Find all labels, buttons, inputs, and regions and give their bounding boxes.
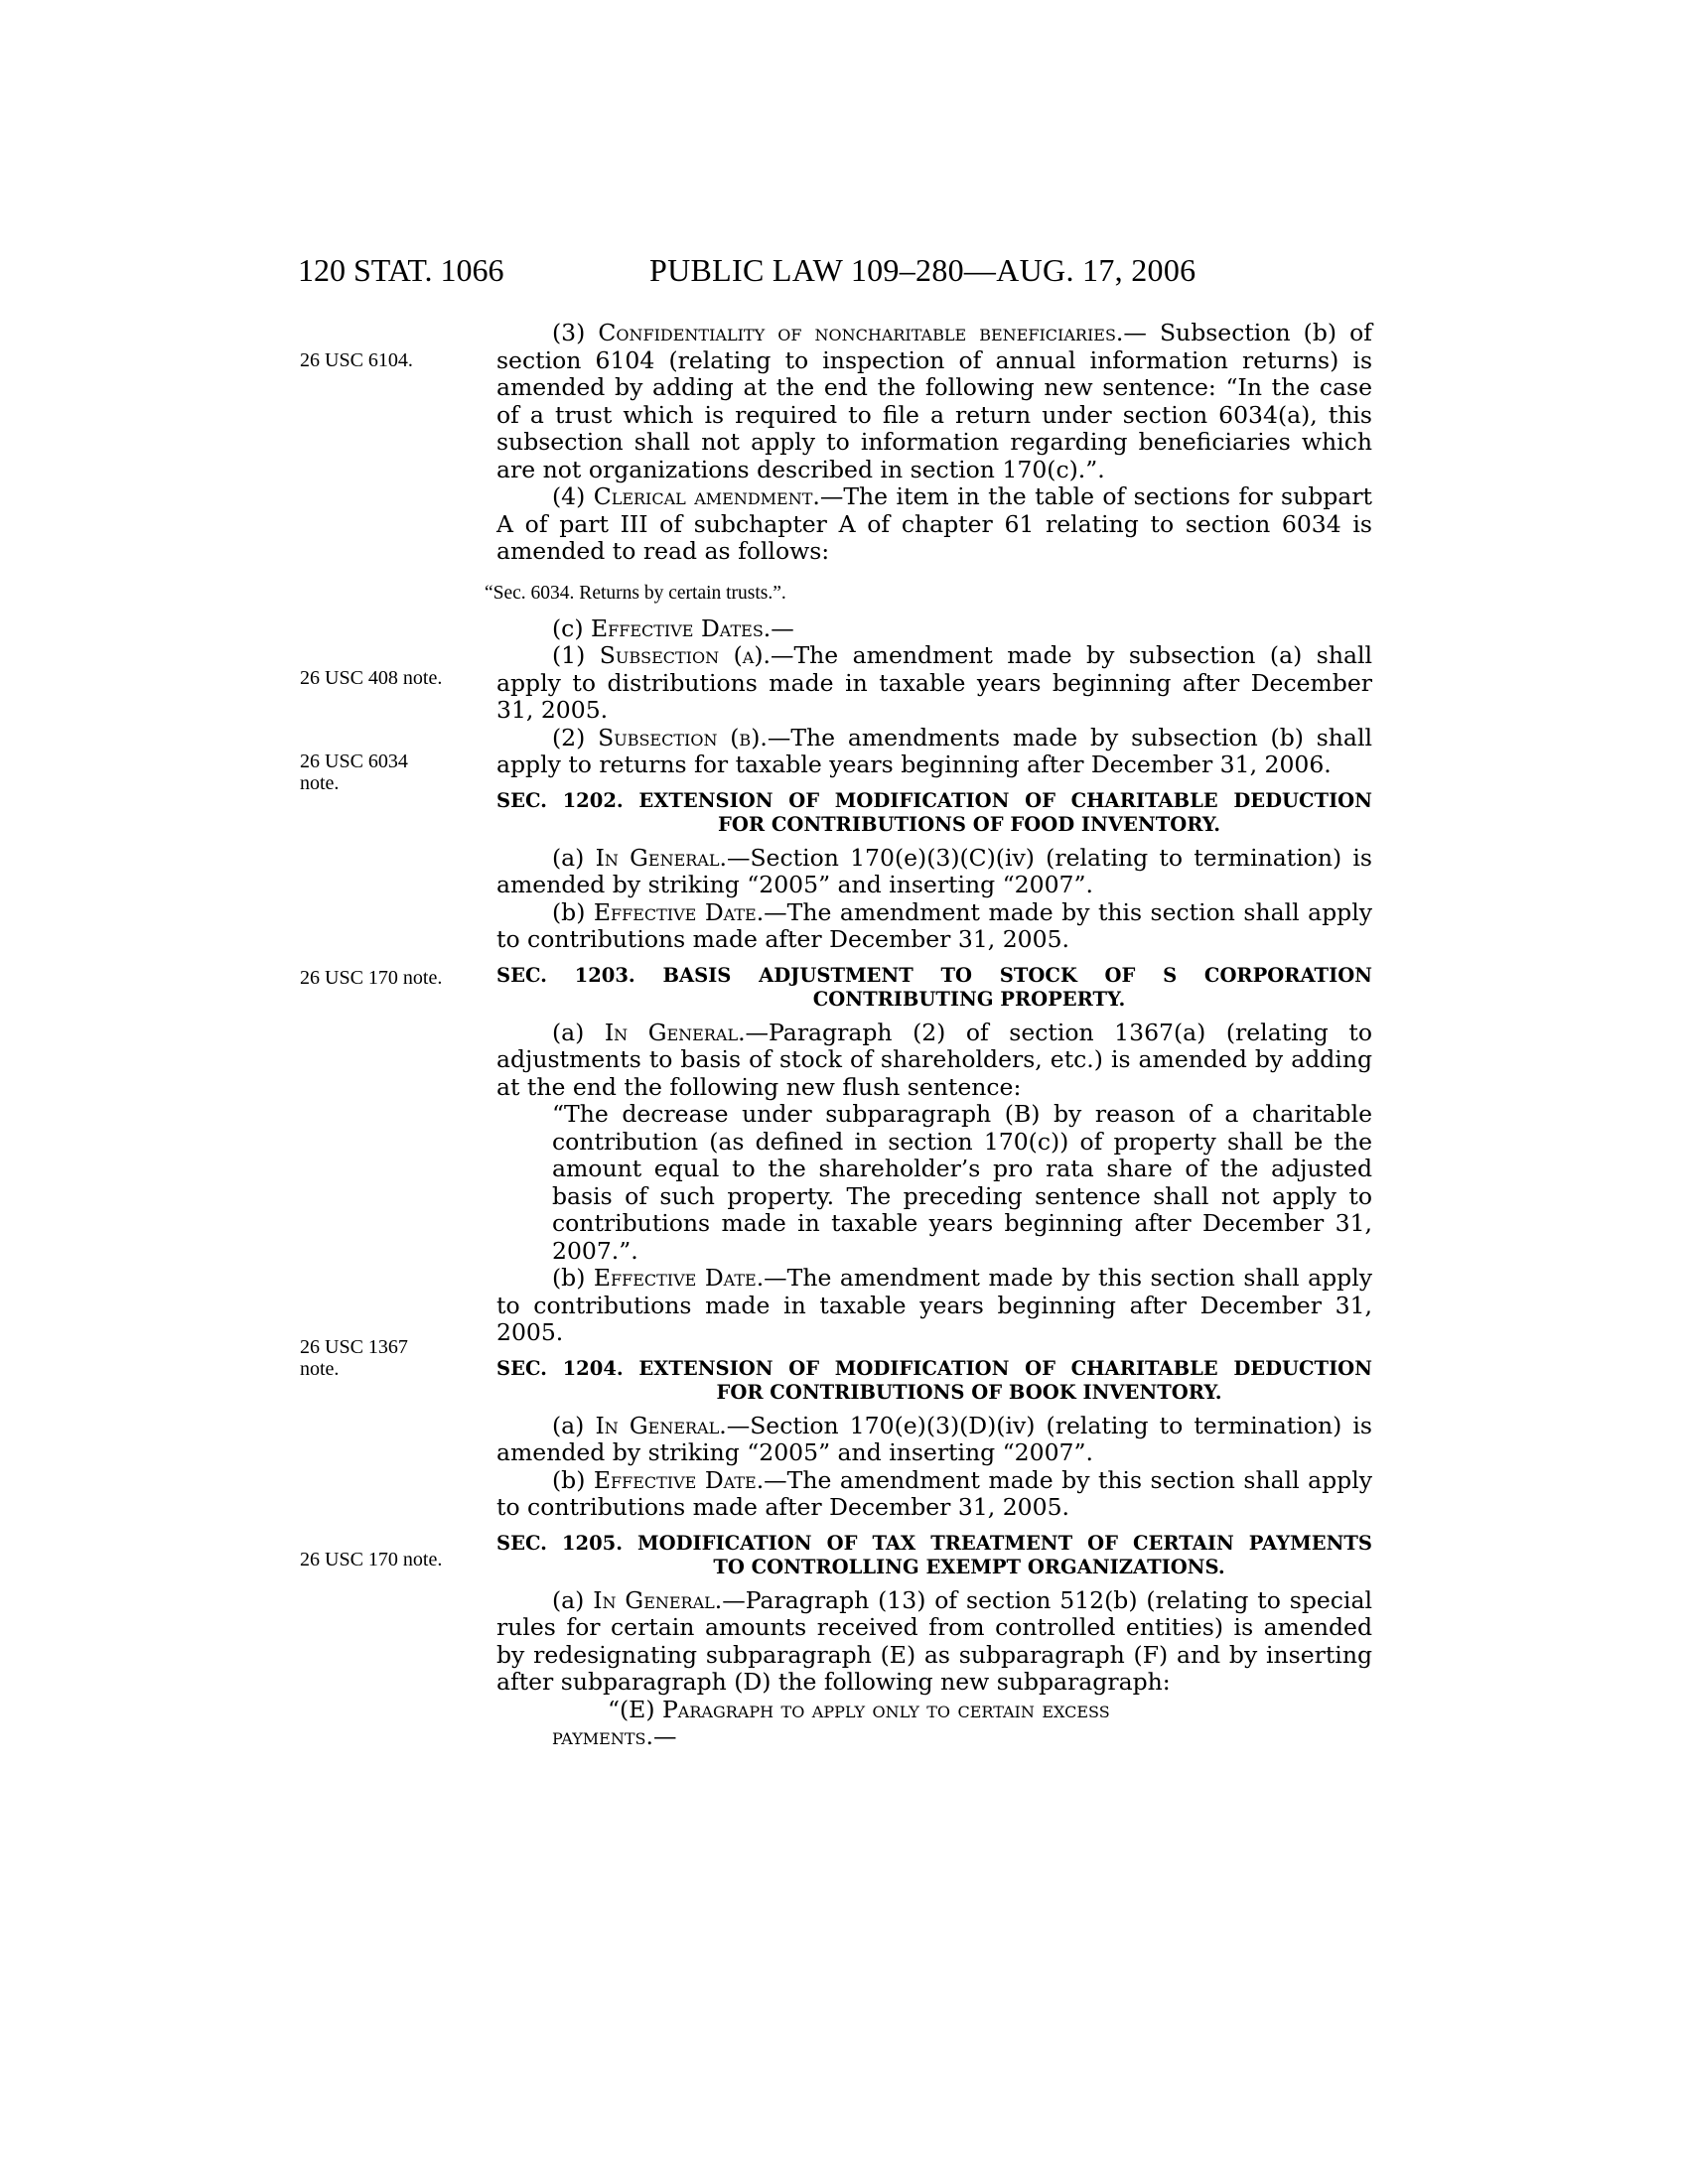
table-of-sections-item: “Sec. 6034. Returns by certain trusts.”. <box>485 582 786 604</box>
paragraph-heading: Subsection (a) <box>599 641 764 669</box>
subsection-heading: Effective Dates <box>590 614 764 642</box>
subsection-1202-b <box>496 899 1372 954</box>
paragraph-text: .— Subsection (b) of section 6104 (relating to inspection of annual information returns) is amended by adding at the end the following new sentence: “In the case of a trust which is required to file a return under section 6034(a), this subsection shall not apply to information regarding beneficiaries which are not organizations described in section 170(c).”. <box>496 319 1372 483</box>
subparagraph-heading: Paragraph to apply only to certain excess <box>661 1695 1110 1723</box>
paragraph-number: (1) <box>552 641 600 669</box>
paragraph-text: .—The amendments made by subsection (b) shall apply to returns for taxable years beginning after December 31, 2006. <box>496 723 1372 778</box>
subsection-c <box>496 615 1372 643</box>
subsection-number: (a) <box>552 1411 596 1439</box>
subsection-number: (b) <box>552 897 594 926</box>
margin-note: 26 USC 170 note. <box>300 1549 443 1570</box>
subsection-text: .—The amendment made by this section shall apply to contributions made in taxable years beginning after December 31, 2005. <box>496 1264 1372 1346</box>
margin-note-line: note. <box>300 1358 340 1380</box>
paragraph-heading: Confidentiality of noncharitable beneficiaries <box>598 319 1116 346</box>
subparagraph-text: .— <box>645 1722 677 1750</box>
section-heading-line: TO CONTROLLING EXEMPT ORGANIZATIONS. <box>713 1555 1225 1578</box>
subsection-number: (c) <box>552 614 591 642</box>
subparagraph-heading: payments <box>552 1722 646 1750</box>
paragraph-c1 <box>496 642 1372 725</box>
margin-note: 26 USC 170 note. <box>300 967 443 989</box>
subparagraph-e-heading <box>608 1697 1372 1724</box>
subparagraph-e-heading-cont <box>552 1723 1372 1751</box>
subsection-heading: Effective Date <box>593 1465 757 1494</box>
subsection-1204-b <box>496 1467 1372 1522</box>
stat-page-number: 120 STAT. 1066 <box>298 252 504 288</box>
section-heading-line: SEC. 1203. BASIS ADJUSTMENT TO STOCK OF S CORPORATION <box>496 963 1372 987</box>
subsection-1203-a <box>496 1020 1372 1102</box>
flush-sentence-quote: “The decrease under subparagraph (B) by reason of a charitable contribution (as defined in section 170(c)) of property shall be the amount equal to the shareholder’s pro rata share of the adjusted basis of such property. The preceding sentence shall not apply to contributions made in taxable years beginning after December 31, 2007.”. <box>552 1100 1372 1265</box>
subsection-heading: Effective Date <box>593 1264 757 1292</box>
margin-note-line: 26 USC 1367 <box>300 1336 408 1358</box>
running-header <box>298 250 1370 290</box>
section-heading-line: SEC. 1205. MODIFICATION OF TAX TREATMENT OF CERTAIN PAYMENTS <box>496 1531 1372 1555</box>
subsection-1202-a <box>496 845 1372 899</box>
paragraph-3 <box>496 320 1372 483</box>
subsection-text: .— <box>763 614 794 642</box>
margin-note <box>300 751 469 794</box>
section-heading-line: FOR CONTRIBUTIONS OF FOOD INVENTORY. <box>718 812 1220 836</box>
subsection-1205-a <box>496 1587 1372 1697</box>
subsection-number: (b) <box>552 1264 594 1292</box>
subsection-heading: In General <box>604 1018 739 1046</box>
margin-note: 26 USC 6104. <box>300 349 413 371</box>
section-heading-line: SEC. 1204. EXTENSION OF MODIFICATION OF CHARITABLE DEDUCTION <box>496 1356 1372 1380</box>
public-law-title: PUBLIC LAW 109–280—AUG. 17, 2006 <box>649 252 1196 288</box>
paragraph-text: .—The item in the table of sections for subpart A of part III of subchapter A of chapter 61 relating to section 6034 is amended to read as follows: <box>496 482 1372 565</box>
subsection-text: .—The amendment made by this section shall apply to contributions made after December 31, 2005. <box>496 897 1372 953</box>
subsection-number: (a) <box>552 1018 605 1046</box>
section-heading-1202 <box>496 789 1372 837</box>
section-heading-line: FOR CONTRIBUTIONS OF BOOK INVENTORY. <box>716 1380 1222 1404</box>
subsection-heading: In General <box>593 1585 715 1614</box>
subsection-number: (b) <box>552 1465 594 1494</box>
section-heading-line: CONTRIBUTING PROPERTY. <box>812 987 1126 1011</box>
margin-note-line: 26 USC 6034 <box>300 751 408 772</box>
margin-note-line: note. <box>300 772 340 794</box>
subsection-number: (a) <box>552 1585 594 1614</box>
section-heading-1204 <box>496 1357 1372 1405</box>
subsection-1203-b <box>496 1265 1372 1347</box>
paragraph-number: (2) <box>552 723 599 751</box>
subsection-text: .—Section 170(e)(3)(D)(iv) (relating to termination) is amended by striking “2005” and inserting “2007”. <box>496 1411 1372 1466</box>
paragraph-heading: Clerical amendment <box>593 482 813 510</box>
subsection-text: .—The amendment made by this section shall apply to contributions made after December 31, 2005. <box>496 1465 1372 1521</box>
section-heading-line: SEC. 1202. EXTENSION OF MODIFICATION OF CHARITABLE DEDUCTION <box>496 788 1372 812</box>
statute-body <box>485 319 1372 1751</box>
section-heading-1203 <box>496 964 1372 1012</box>
subsection-1204-a <box>496 1413 1372 1467</box>
paragraph-number: (3) <box>552 319 599 346</box>
paragraph-c2 <box>496 725 1372 779</box>
subsection-heading: Effective Date <box>593 897 757 926</box>
subsection-text: .—Paragraph (2) of section 1367(a) (relating to adjustments to basis of stock of shareholders, etc.) is amended by adding at the end the following new flush sentence: <box>496 1018 1372 1101</box>
subsection-text: .—Section 170(e)(3)(C)(iv) (relating to termination) is amended by striking “2005” and inserting “2007”. <box>496 843 1372 898</box>
paragraph-text: .—The amendment made by subsection (a) shall apply to distributions made in taxable years beginning after December 31, 2005. <box>496 641 1372 724</box>
paragraph-heading: Subsection (b) <box>598 723 761 751</box>
subparagraph-number: “(E) <box>608 1695 662 1723</box>
subsection-number: (a) <box>552 843 596 872</box>
subsection-heading: In General <box>595 1411 720 1439</box>
subsection-heading: In General <box>595 843 720 872</box>
paragraph-4 <box>496 483 1372 566</box>
section-heading-1205 <box>496 1532 1372 1579</box>
subsection-text: .—Paragraph (13) of section 512(b) (relating to special rules for certain amounts received from controlled entities) is amended by redesignating subparagraph (E) as subparagraph (F) and by inserting after subparagraph (D) the following new subparagraph: <box>496 1585 1372 1696</box>
paragraph-number: (4) <box>552 482 594 510</box>
margin-note: 26 USC 408 note. <box>300 667 443 689</box>
margin-note <box>300 1336 469 1380</box>
